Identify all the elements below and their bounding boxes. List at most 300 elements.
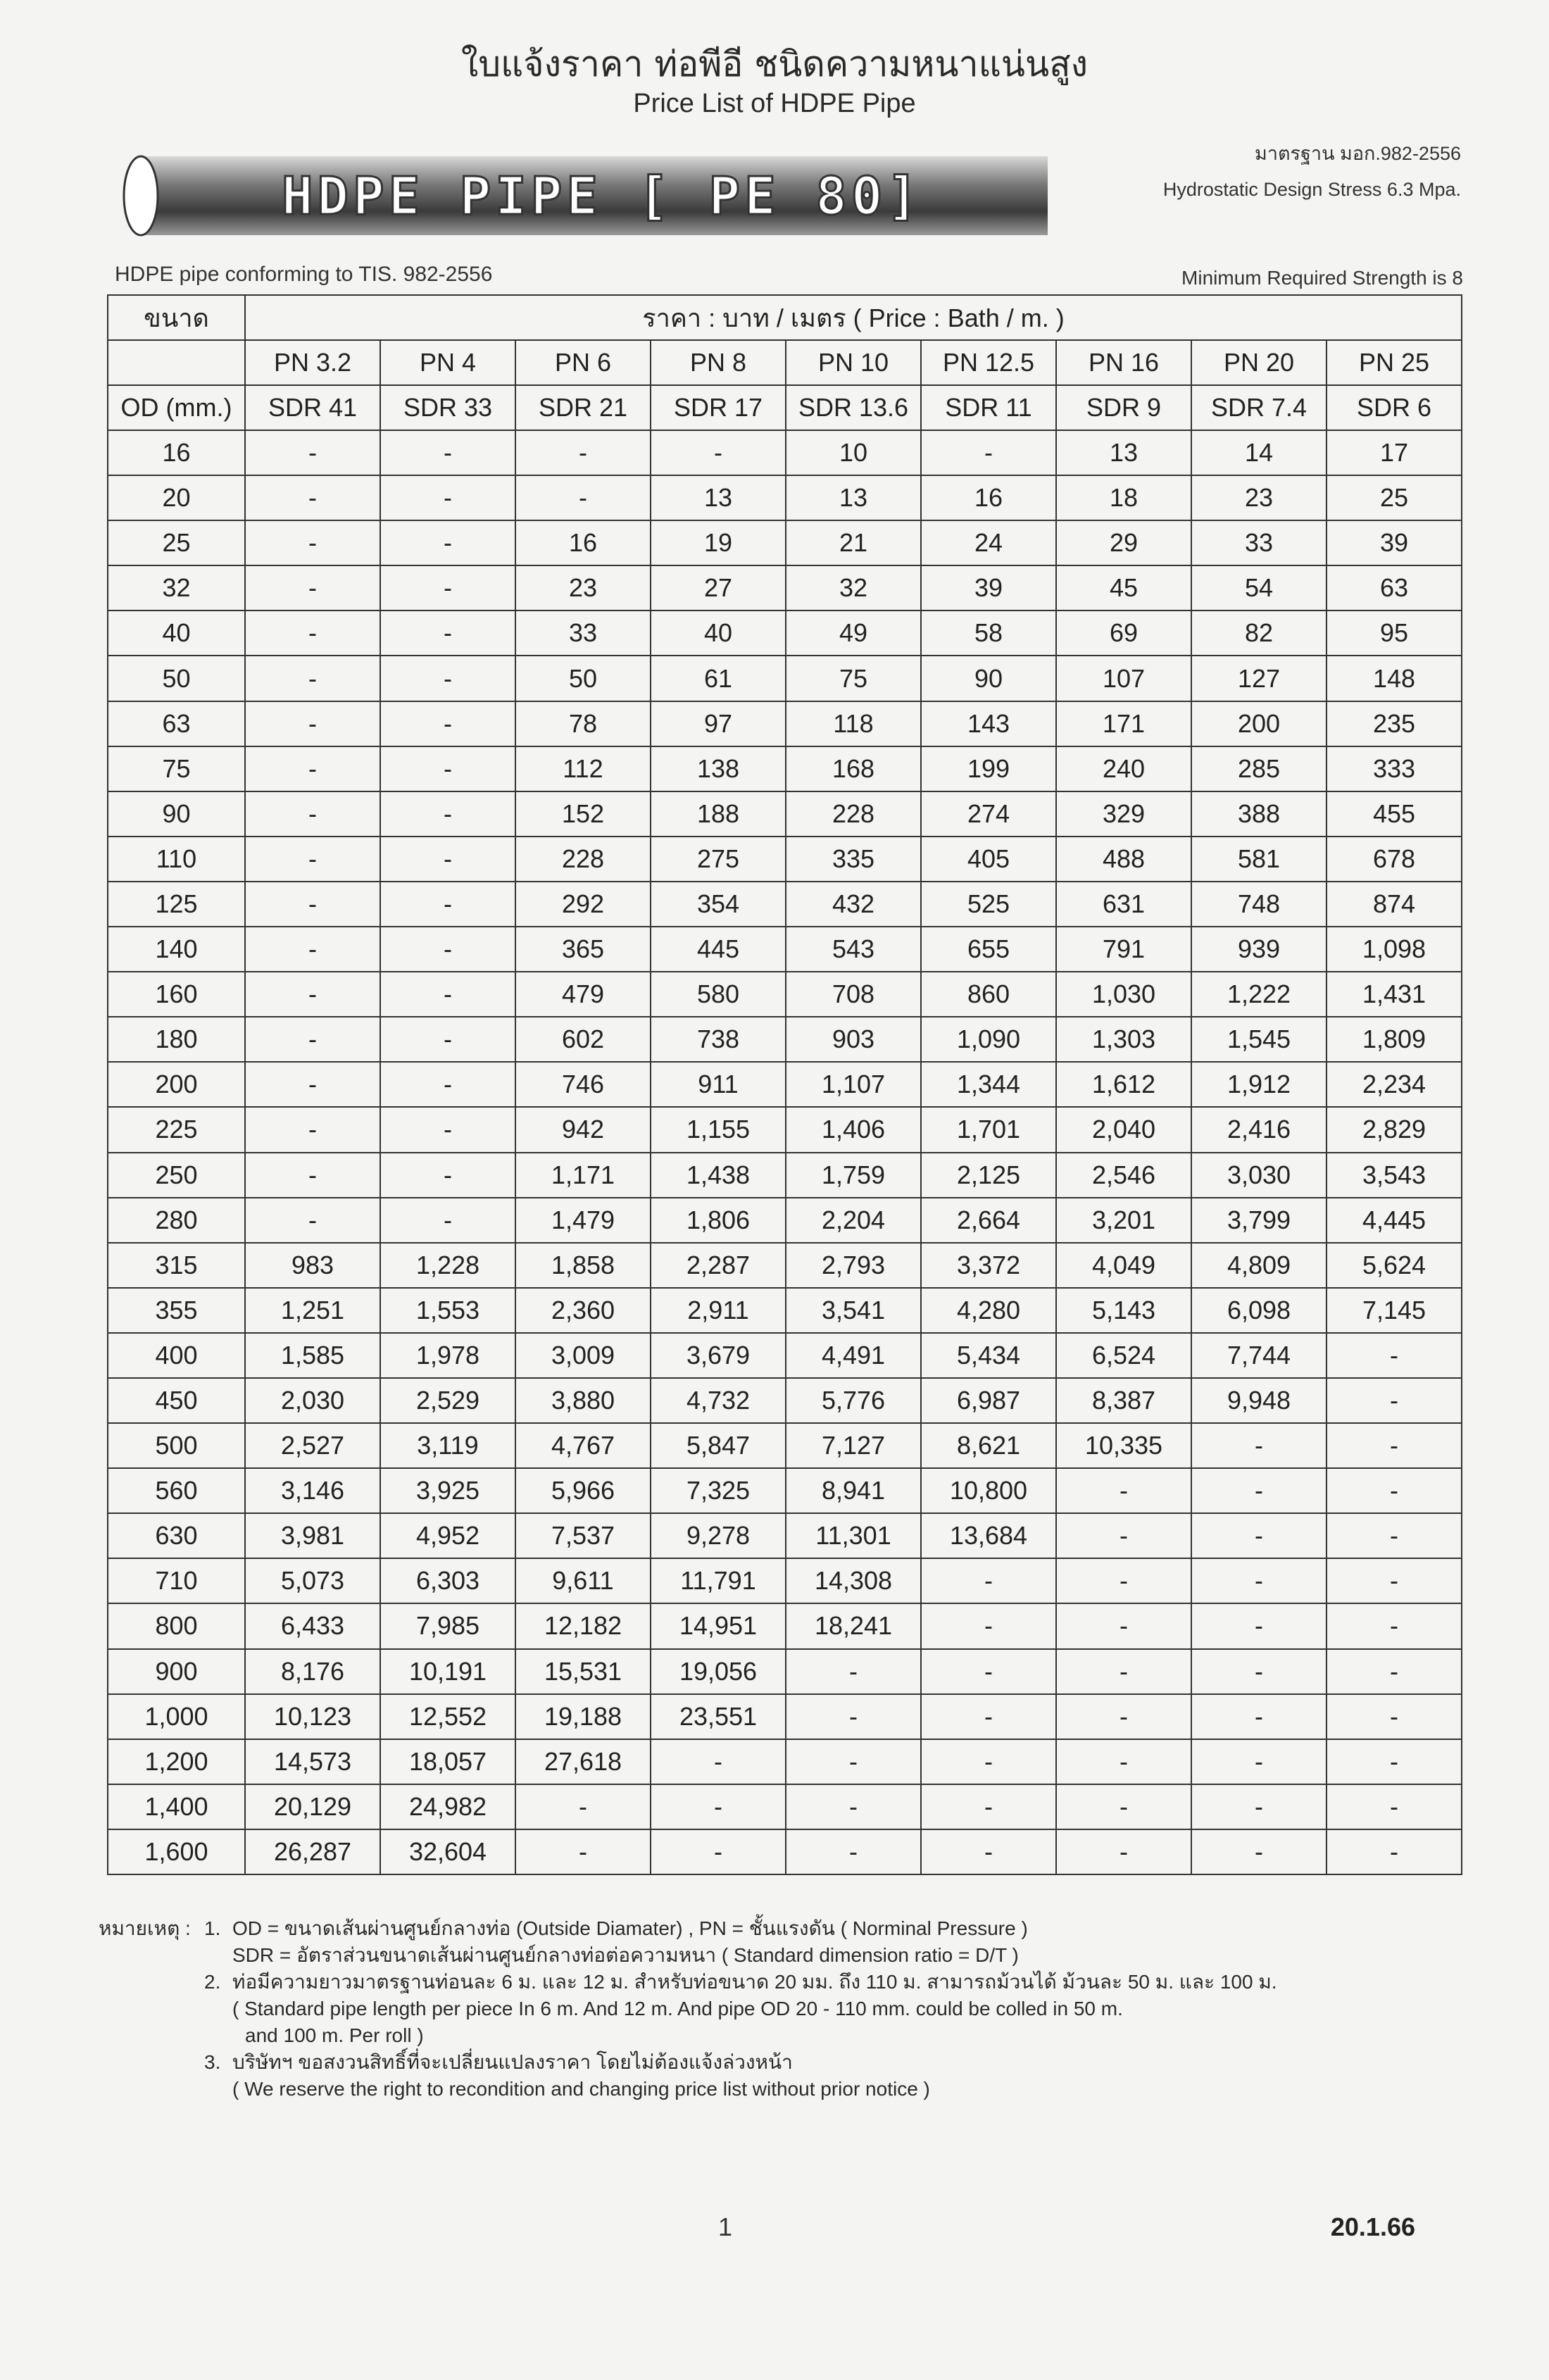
price-cell: 25 <box>1327 475 1462 520</box>
price-cell: 200 <box>1191 701 1327 746</box>
price-cell: 5,847 <box>651 1423 786 1468</box>
od-size-cell: 315 <box>108 1243 245 1288</box>
price-cell: - <box>380 701 515 746</box>
table-row <box>108 1423 1462 1468</box>
table-row <box>108 791 1462 837</box>
price-cell: 7,127 <box>786 1423 921 1468</box>
price-cell: 18,057 <box>380 1739 515 1784</box>
price-cell: 240 <box>1056 746 1191 791</box>
price-cell: - <box>1327 1378 1462 1423</box>
table-row <box>108 565 1462 610</box>
od-size-cell: 110 <box>108 837 245 882</box>
pn-header: PN 6 <box>515 340 651 385</box>
price-cell: - <box>515 430 651 475</box>
price-cell: 1,406 <box>786 1107 921 1152</box>
table-row <box>108 972 1462 1017</box>
table-row <box>108 1243 1462 1288</box>
table-row <box>108 1017 1462 1062</box>
price-cell: 18 <box>1056 475 1191 520</box>
price-cell: - <box>515 475 651 520</box>
price-cell: 11,791 <box>651 1558 786 1603</box>
price-cell: 1,809 <box>1327 1017 1462 1062</box>
price-cell: 19 <box>651 520 786 565</box>
price-cell: - <box>245 430 380 475</box>
price-cell: 4,732 <box>651 1378 786 1423</box>
price-cell: 445 <box>651 927 786 972</box>
table-row <box>108 1288 1462 1333</box>
price-cell: 152 <box>515 791 651 837</box>
od-size-cell: 200 <box>108 1062 245 1107</box>
price-cell: 738 <box>651 1017 786 1062</box>
price-cell: 10,800 <box>921 1468 1056 1513</box>
price-cell: 3,541 <box>786 1288 921 1333</box>
price-header: ราคา : บาท / เมตร ( Price : Bath / m. ) <box>245 295 1462 340</box>
price-cell: - <box>515 1784 651 1829</box>
pn-header: PN 3.2 <box>245 340 380 385</box>
price-cell: 329 <box>1056 791 1191 837</box>
price-cell: 107 <box>1056 656 1191 701</box>
price-cell: 13 <box>1056 430 1191 475</box>
price-cell: - <box>245 746 380 791</box>
price-cell: 5,776 <box>786 1378 921 1423</box>
price-table-body <box>108 430 1462 1874</box>
price-cell: 543 <box>786 927 921 972</box>
od-size-cell: 180 <box>108 1017 245 1062</box>
price-cell: 1,806 <box>651 1198 786 1243</box>
price-cell: 1,978 <box>380 1333 515 1378</box>
price-cell: - <box>245 1153 380 1198</box>
price-cell: 3,925 <box>380 1468 515 1513</box>
note-number: 1. <box>204 1917 221 1939</box>
price-cell: - <box>921 1829 1056 1874</box>
price-cell: - <box>651 430 786 475</box>
sdr-header: SDR 41 <box>245 385 380 430</box>
price-cell: 2,125 <box>921 1153 1056 1198</box>
price-cell: 27 <box>651 565 786 610</box>
price-cell: 1,759 <box>786 1153 921 1198</box>
price-cell: - <box>1191 1468 1327 1513</box>
price-cell: - <box>380 475 515 520</box>
od-size-cell: 500 <box>108 1423 245 1468</box>
price-cell: - <box>380 746 515 791</box>
price-cell: 911 <box>651 1062 786 1107</box>
price-cell: 5,966 <box>515 1468 651 1513</box>
price-cell: 138 <box>651 746 786 791</box>
price-cell: - <box>651 1829 786 1874</box>
price-cell: 188 <box>651 791 786 837</box>
price-cell: 275 <box>651 837 786 882</box>
price-cell: 488 <box>1056 837 1191 882</box>
price-cell: 97 <box>651 701 786 746</box>
price-cell: 274 <box>921 791 1056 837</box>
table-row <box>108 430 1462 475</box>
price-cell: 75 <box>786 656 921 701</box>
price-cell: 1,228 <box>380 1243 515 1288</box>
price-cell: 21 <box>786 520 921 565</box>
note-number: 2. <box>204 1971 221 1993</box>
table-row <box>108 1333 1462 1378</box>
pn-header-row <box>108 340 1462 385</box>
table-row <box>108 746 1462 791</box>
price-cell: 69 <box>1056 610 1191 656</box>
price-cell: - <box>380 520 515 565</box>
price-cell: 19,056 <box>651 1649 786 1694</box>
price-cell: 1,251 <box>245 1288 380 1333</box>
pn-header: PN 16 <box>1056 340 1191 385</box>
price-cell: 6,524 <box>1056 1333 1191 1378</box>
price-cell: 13,684 <box>921 1513 1056 1558</box>
price-cell: - <box>380 1198 515 1243</box>
od-size-cell: 250 <box>108 1153 245 1198</box>
price-cell: - <box>786 1829 921 1874</box>
price-cell: 8,387 <box>1056 1378 1191 1423</box>
price-cell: - <box>380 837 515 882</box>
price-cell: 95 <box>1327 610 1462 656</box>
price-cell: - <box>921 430 1056 475</box>
price-cell: 1,222 <box>1191 972 1327 1017</box>
price-cell: - <box>1327 1784 1462 1829</box>
price-cell: 1,030 <box>1056 972 1191 1017</box>
table-row <box>108 1694 1462 1739</box>
price-cell: 8,176 <box>245 1649 380 1694</box>
price-cell: 631 <box>1056 882 1191 927</box>
price-cell: - <box>245 837 380 882</box>
price-cell: 9,278 <box>651 1513 786 1558</box>
price-cell: - <box>921 1784 1056 1829</box>
table-row <box>108 701 1462 746</box>
price-cell: 1,090 <box>921 1017 1056 1062</box>
price-cell: - <box>380 1062 515 1107</box>
price-cell: 3,981 <box>245 1513 380 1558</box>
price-cell: - <box>380 927 515 972</box>
price-cell: - <box>380 656 515 701</box>
price-cell: 2,793 <box>786 1243 921 1288</box>
price-cell: - <box>921 1739 1056 1784</box>
note-item <box>99 1915 1436 1969</box>
price-cell: 14,308 <box>786 1558 921 1603</box>
table-row <box>108 1153 1462 1198</box>
od-size-cell: 1,400 <box>108 1784 245 1829</box>
od-size-cell: 355 <box>108 1288 245 1333</box>
price-cell: - <box>786 1739 921 1784</box>
pn-header: PN 10 <box>786 340 921 385</box>
price-cell: 168 <box>786 746 921 791</box>
price-cell: - <box>1327 1513 1462 1558</box>
price-cell: 708 <box>786 972 921 1017</box>
price-cell: 27,618 <box>515 1739 651 1784</box>
price-cell: 61 <box>651 656 786 701</box>
price-cell: 1,585 <box>245 1333 380 1378</box>
price-cell: - <box>921 1558 1056 1603</box>
price-cell: 2,204 <box>786 1198 921 1243</box>
minimum-required-strength: Minimum Required Strength is 8 <box>1181 267 1463 289</box>
price-cell: 6,987 <box>921 1378 1056 1423</box>
price-cell: 983 <box>245 1243 380 1288</box>
od-size-cell: 560 <box>108 1468 245 1513</box>
price-cell: 2,416 <box>1191 1107 1327 1152</box>
price-cell: 11,301 <box>786 1513 921 1558</box>
price-cell: 1,912 <box>1191 1062 1327 1107</box>
price-cell: 874 <box>1327 882 1462 927</box>
price-cell: 171 <box>1056 701 1191 746</box>
price-cell: 4,809 <box>1191 1243 1327 1288</box>
price-cell: 655 <box>921 927 1056 972</box>
price-cell: 33 <box>1191 520 1327 565</box>
od-size-cell: 20 <box>108 475 245 520</box>
price-cell: 17 <box>1327 430 1462 475</box>
price-cell: 49 <box>786 610 921 656</box>
price-cell: - <box>1056 1784 1191 1829</box>
note-line: ท่อมีความยาวมาตรฐานท่อนละ 6 ม. และ 12 ม. สำหรับท่อขนาด 20 มม. ถึง 110 ม. สามารถม้วนได้ ม้วนละ 50 ม. และ 100 ม. <box>232 1971 1277 1993</box>
price-cell: 4,280 <box>921 1288 1056 1333</box>
price-cell: 2,030 <box>245 1378 380 1423</box>
price-cell: - <box>380 610 515 656</box>
price-cell: 432 <box>786 882 921 927</box>
price-cell: 292 <box>515 882 651 927</box>
price-cell: 333 <box>1327 746 1462 791</box>
page-title-thai: ใบแจ้งราคา ท่อพีอี ชนิดความหนาแน่นสูง <box>460 44 1089 84</box>
price-cell: 39 <box>921 565 1056 610</box>
price-cell: 54 <box>1191 565 1327 610</box>
price-cell: 6,098 <box>1191 1288 1327 1333</box>
price-cell: 8,621 <box>921 1423 1056 1468</box>
price-cell: - <box>1056 1739 1191 1784</box>
price-cell: 58 <box>921 610 1056 656</box>
table-row <box>108 1784 1462 1829</box>
price-cell: 3,679 <box>651 1333 786 1378</box>
price-cell: - <box>245 1062 380 1107</box>
price-cell: - <box>245 565 380 610</box>
price-cell: - <box>1056 1558 1191 1603</box>
price-cell: 2,829 <box>1327 1107 1462 1152</box>
price-cell: 525 <box>921 882 1056 927</box>
sdr-header: SDR 11 <box>921 385 1056 430</box>
price-cell: 5,073 <box>245 1558 380 1603</box>
price-cell: - <box>245 475 380 520</box>
price-cell: 10,191 <box>380 1649 515 1694</box>
price-cell: 2,911 <box>651 1288 786 1333</box>
price-cell: 4,491 <box>786 1333 921 1378</box>
price-cell: - <box>651 1739 786 1784</box>
price-cell: 90 <box>921 656 1056 701</box>
price-cell: 748 <box>1191 882 1327 927</box>
table-row <box>108 882 1462 927</box>
price-cell: 7,537 <box>515 1513 651 1558</box>
price-cell: - <box>245 882 380 927</box>
price-cell: - <box>245 701 380 746</box>
od-size-cell: 50 <box>108 656 245 701</box>
price-cell: - <box>921 1694 1056 1739</box>
page-title-english: Price List of HDPE Pipe <box>633 89 916 118</box>
price-cell: - <box>1056 1649 1191 1694</box>
od-size-cell: 1,000 <box>108 1694 245 1739</box>
price-cell: 9,948 <box>1191 1378 1327 1423</box>
sdr-header: SDR 21 <box>515 385 651 430</box>
price-cell: 1,107 <box>786 1062 921 1107</box>
price-cell: 26,287 <box>245 1829 380 1874</box>
price-cell: 1,303 <box>1056 1017 1191 1062</box>
price-cell: 335 <box>786 837 921 882</box>
od-size-cell: 63 <box>108 701 245 746</box>
price-cell: 82 <box>1191 610 1327 656</box>
price-cell: 285 <box>1191 746 1327 791</box>
price-cell: 16 <box>921 475 1056 520</box>
od-size-cell: 160 <box>108 972 245 1017</box>
price-cell: 13 <box>786 475 921 520</box>
price-cell: - <box>1327 1468 1462 1513</box>
document-date: 20.1.66 <box>1330 2212 1415 2241</box>
notes-prefix: หมายเหตุ : <box>99 1917 191 1939</box>
price-cell: - <box>1056 1513 1191 1558</box>
table-row <box>108 1198 1462 1243</box>
price-cell: 20,129 <box>245 1784 380 1829</box>
price-cell: - <box>380 430 515 475</box>
od-size-cell: 280 <box>108 1198 245 1243</box>
price-cell: 50 <box>515 656 651 701</box>
price-cell: 1,545 <box>1191 1017 1327 1062</box>
price-cell: - <box>1056 1468 1191 1513</box>
od-size-cell: 140 <box>108 927 245 972</box>
od-size-cell: 630 <box>108 1513 245 1558</box>
od-size-cell: 25 <box>108 520 245 565</box>
table-row <box>108 837 1462 882</box>
price-cell: - <box>380 972 515 1017</box>
price-cell: - <box>1191 1649 1327 1694</box>
price-cell: - <box>1327 1603 1462 1648</box>
table-row <box>108 1062 1462 1107</box>
price-cell: 1,553 <box>380 1288 515 1333</box>
notes-section <box>99 1915 1436 2103</box>
price-cell: - <box>1191 1513 1327 1558</box>
price-cell: - <box>245 1017 380 1062</box>
price-cell: 15,531 <box>515 1649 651 1694</box>
price-cell: 3,372 <box>921 1243 1056 1288</box>
price-cell: - <box>1191 1423 1327 1468</box>
price-cell: 365 <box>515 927 651 972</box>
price-cell: 3,030 <box>1191 1153 1327 1198</box>
price-cell: 235 <box>1327 701 1462 746</box>
price-cell: 14,573 <box>245 1739 380 1784</box>
price-cell: 19,188 <box>515 1694 651 1739</box>
price-cell: 24 <box>921 520 1056 565</box>
price-cell: 2,360 <box>515 1288 651 1333</box>
table-row <box>108 1739 1462 1784</box>
price-table <box>107 294 1462 1875</box>
price-cell: 2,287 <box>651 1243 786 1288</box>
price-cell: 3,880 <box>515 1378 651 1423</box>
price-cell: - <box>1191 1784 1327 1829</box>
price-cell: - <box>1191 1829 1327 1874</box>
note-line: ( Standard pipe length per piece In 6 m. And 12 m. And pipe OD 20 - 110 mm. could be colled in 50 m. <box>232 1998 1123 2019</box>
price-cell: - <box>1327 1558 1462 1603</box>
price-cell: - <box>245 972 380 1017</box>
table-row <box>108 610 1462 656</box>
price-cell: - <box>380 1107 515 1152</box>
price-cell: 13 <box>651 475 786 520</box>
price-cell: - <box>245 1107 380 1152</box>
price-cell: 581 <box>1191 837 1327 882</box>
price-cell: 455 <box>1327 791 1462 837</box>
conforming-standard: HDPE pipe conforming to TIS. 982-2556 <box>115 263 493 286</box>
price-cell: 127 <box>1191 656 1327 701</box>
table-row <box>108 1649 1462 1694</box>
od-size-cell: 1,200 <box>108 1739 245 1784</box>
od-size-cell: 90 <box>108 791 245 837</box>
price-cell: 3,009 <box>515 1333 651 1378</box>
note-line: OD = ขนาดเส้นผ่านศูนย์กลางท่อ (Outside Diamater) , PN = ชั้นแรงดัน ( Norminal Pressure ) <box>232 1917 1028 1939</box>
table-row <box>108 1378 1462 1423</box>
price-cell: 405 <box>921 837 1056 882</box>
price-cell: 199 <box>921 746 1056 791</box>
pn-header: PN 25 <box>1327 340 1462 385</box>
price-cell: 7,744 <box>1191 1333 1327 1378</box>
price-cell: - <box>786 1649 921 1694</box>
price-cell: - <box>1327 1694 1462 1739</box>
price-cell: 2,527 <box>245 1423 380 1468</box>
price-cell: 2,664 <box>921 1198 1056 1243</box>
price-cell: - <box>515 1829 651 1874</box>
price-cell: 32 <box>786 565 921 610</box>
price-cell: - <box>1191 1739 1327 1784</box>
price-cell: - <box>1191 1603 1327 1648</box>
price-cell: 580 <box>651 972 786 1017</box>
price-cell: - <box>380 1153 515 1198</box>
price-cell: 5,434 <box>921 1333 1056 1378</box>
price-cell: - <box>1327 1333 1462 1378</box>
note-item <box>99 1969 1436 2049</box>
price-cell: 3,543 <box>1327 1153 1462 1198</box>
price-cell: 860 <box>921 972 1056 1017</box>
price-cell: 29 <box>1056 520 1191 565</box>
price-cell: 1,431 <box>1327 972 1462 1017</box>
price-cell: 3,119 <box>380 1423 515 1468</box>
price-cell: - <box>786 1694 921 1739</box>
price-cell: 2,529 <box>380 1378 515 1423</box>
price-cell: - <box>245 1198 380 1243</box>
table-row <box>108 1829 1462 1874</box>
price-cell: 388 <box>1191 791 1327 837</box>
price-cell: 3,799 <box>1191 1198 1327 1243</box>
standard-thai: มาตรฐาน มอก.982-2556 <box>1255 143 1461 164</box>
od-size-cell: 450 <box>108 1378 245 1423</box>
table-row <box>108 1468 1462 1513</box>
price-cell: 4,445 <box>1327 1198 1462 1243</box>
price-cell: 148 <box>1327 656 1462 701</box>
price-cell: 10,335 <box>1056 1423 1191 1468</box>
price-cell: 3,146 <box>245 1468 380 1513</box>
od-size-cell: 900 <box>108 1649 245 1694</box>
table-row <box>108 520 1462 565</box>
price-cell: 479 <box>515 972 651 1017</box>
od-size-cell: 75 <box>108 746 245 791</box>
table-row <box>108 656 1462 701</box>
price-cell: 6,303 <box>380 1558 515 1603</box>
page-number: 1 <box>718 2212 733 2241</box>
price-cell: 4,767 <box>515 1423 651 1468</box>
price-cell: 33 <box>515 610 651 656</box>
price-cell: 10 <box>786 430 921 475</box>
price-cell: - <box>380 882 515 927</box>
price-cell: 1,858 <box>515 1243 651 1288</box>
price-cell: 45 <box>1056 565 1191 610</box>
price-cell: - <box>651 1784 786 1829</box>
price-cell: - <box>380 791 515 837</box>
price-cell: 78 <box>515 701 651 746</box>
price-cell: 1,479 <box>515 1198 651 1243</box>
price-cell: - <box>786 1784 921 1829</box>
price-cell: 16 <box>515 520 651 565</box>
price-cell: 2,234 <box>1327 1062 1462 1107</box>
